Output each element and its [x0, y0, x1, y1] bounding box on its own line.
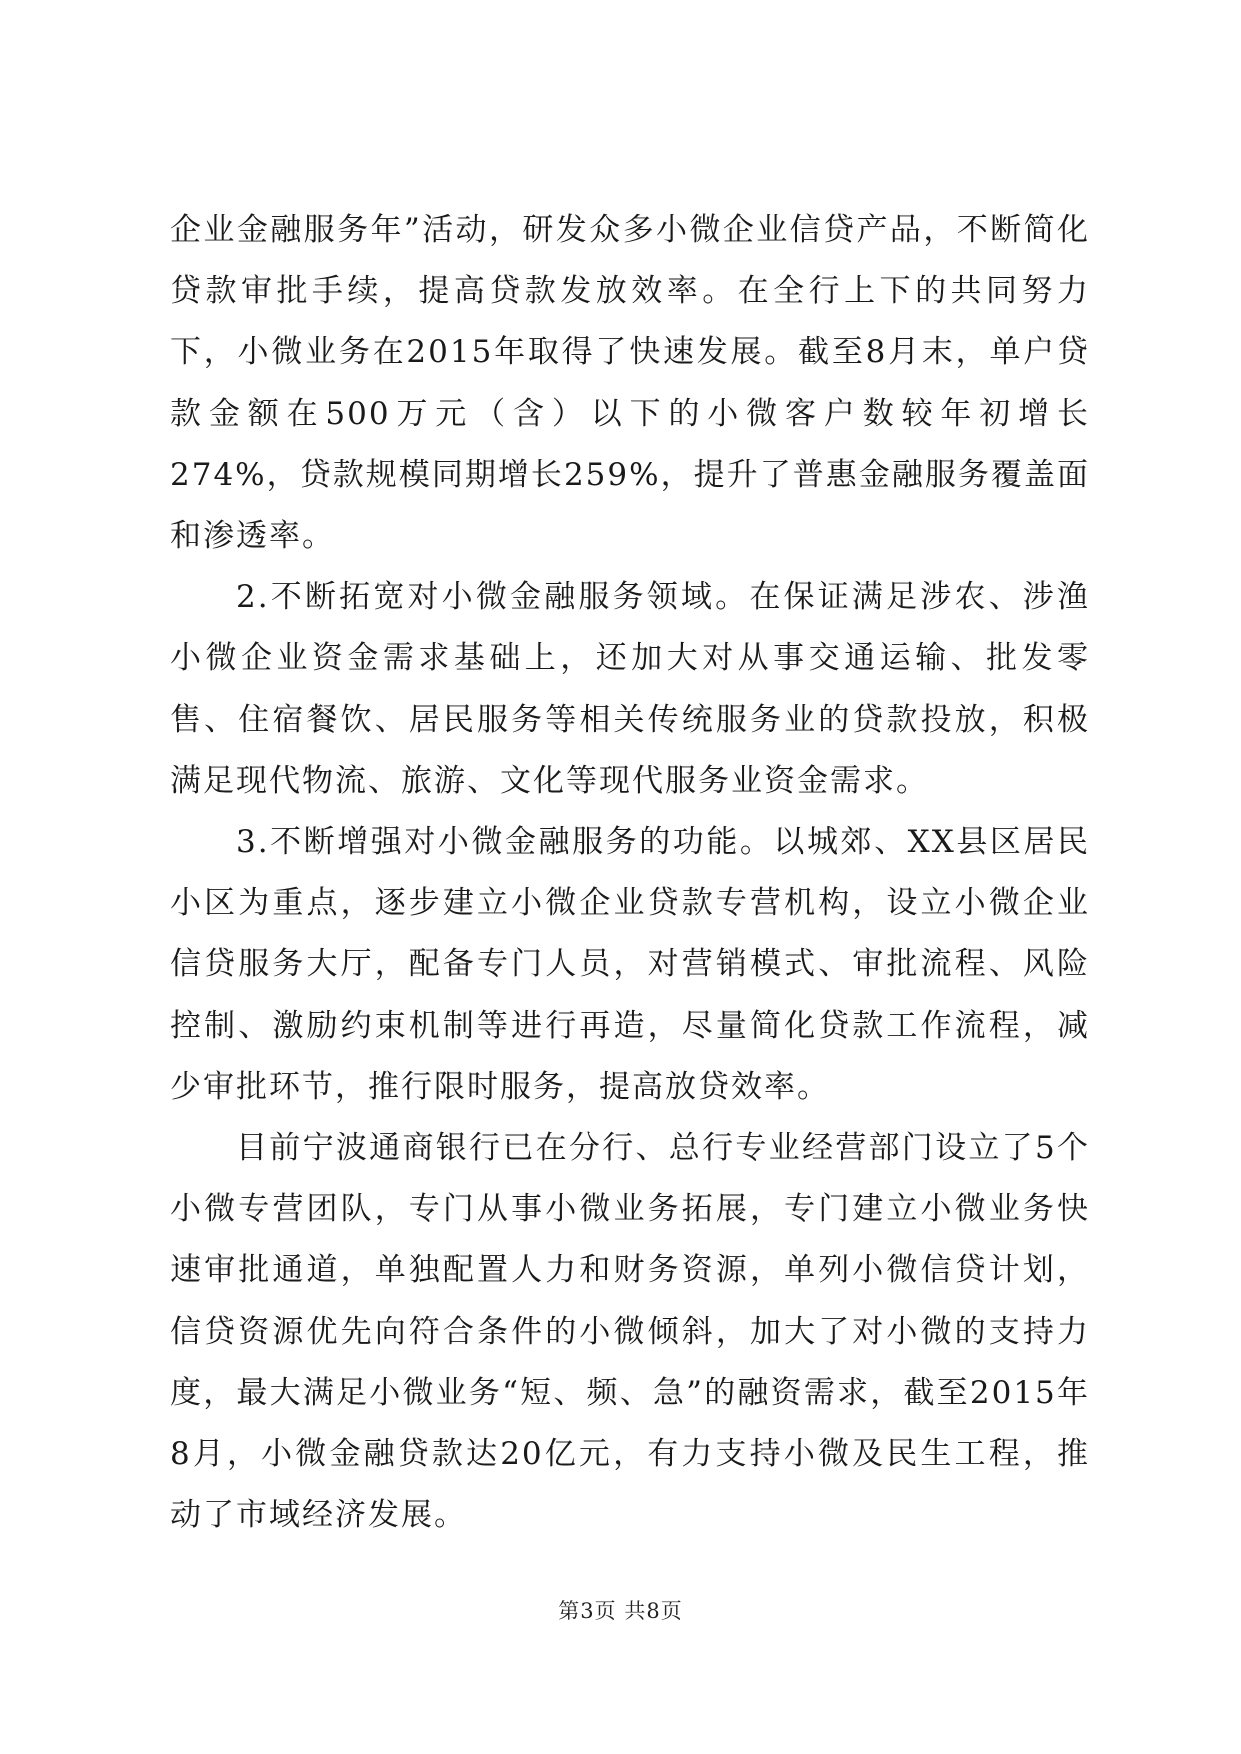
- document-body: [170, 200, 1090, 1546]
- page-number-footer: 第3页 共8页: [558, 1599, 683, 1623]
- paragraph-point-3: 3.不断增强对小微金融服务的功能。以城郊、XX县区居民小区为重点，逐步建立小微企业贷款专营机构，设立小微企业信贷服务大厅，配备专门人员，对营销模式、审批流程、风险控制、激励约束机制等进行再造，尽量简化贷款工作流程，减少审批环节，推行限时服务，提高放贷效率。: [170, 824, 1090, 1105]
- paragraph-point-2: 2.不断拓宽对小微金融服务领域。在保证满足涉农、涉渔小微企业资金需求基础上，还加大对从事交通运输、批发零售、住宿餐饮、居民服务等相关传统服务业的贷款投放，积极满足现代物流、旅游、文化等现代服务业资金需求。: [170, 579, 1090, 799]
- paragraph-current-status: 目前宁波通商银行已在分行、总行专业经营部门设立了5个小微专营团队，专门从事小微业务拓展，专门建立小微业务快速审批通道，单独配置人力和财务资源，单列小微信贷计划，信贷资源优先向符合条件的小微倾斜，加大了对小微的支持力度，最大满足小微业务“短、频、急”的融资需求，截至2015年8月，小微金融贷款达20亿元，有力支持小微及民生工程，推动了市域经济发展。: [170, 1130, 1090, 1534]
- paragraph-continuation: 企业金融服务年”活动，研发众多小微企业信贷产品，不断简化贷款审批手续，提高贷款发放效率。在全行上下的共同努力下，小微业务在2015年取得了快速发展。截至8月末，单户贷款金额在500万元（含）以下的小微客户数较年初增长274%，贷款规模同期增长259%，提升了普惠金融服务覆盖面和渗透率。: [170, 212, 1090, 555]
